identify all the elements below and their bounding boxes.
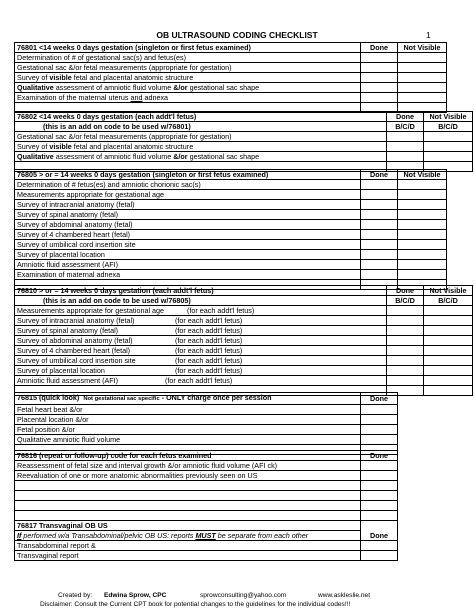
section-76815 xyxy=(14,392,447,455)
disclaimer: Disclaimer: Consult the Current CPT book for potential changes to the guidelines for the individual codes!!! xyxy=(40,601,351,608)
row-label: Gestational sac &/or fetal measurements (appropriate for gestation) xyxy=(15,63,361,73)
section-76802 xyxy=(14,111,473,172)
row-label: Survey of intracranial anatomy (fetal) (for each addt'l fetus) xyxy=(15,316,387,326)
done-cell[interactable] xyxy=(387,142,424,152)
section-header-76802: 76802 <14 weeks 0 days gestation (each addt'l fetus) xyxy=(15,112,387,122)
done-cell[interactable] xyxy=(361,83,398,93)
table-row xyxy=(15,190,447,200)
row-label: Qualitative assessment of amniotic fluid volume &/or gestational sac shape xyxy=(15,83,361,93)
row-label: Determination of # fetus(es) and amniotic chorionic sac(s) xyxy=(15,180,361,190)
not-visible-cell[interactable] xyxy=(424,366,473,376)
page-title: OB ULTRASOUND CODING CHECKLIST xyxy=(156,30,318,40)
table-row xyxy=(15,270,447,280)
not-visible-cell[interactable] xyxy=(424,376,473,386)
not-visible-cell[interactable] xyxy=(398,270,447,280)
done-column-header: Done xyxy=(361,521,398,541)
row-label: Reevaluation of one or more anatomic abnormalities previously seen on US xyxy=(15,471,361,481)
done-cell[interactable] xyxy=(361,53,398,63)
not-visible-cell[interactable] xyxy=(398,240,447,250)
section-header-76810: 76810 > or = 14 weeks 0 days gestation (each addt'l fetus) xyxy=(15,286,387,296)
table-row xyxy=(15,346,473,356)
row-label: Survey of umbilical cord insertion site (for each addt'l fetus) xyxy=(15,356,387,366)
row-label: Survey of 4 chambered heart (fetal) xyxy=(15,230,361,240)
fetus-note: (for each addt'l fetus) xyxy=(165,376,233,385)
done-cell[interactable] xyxy=(387,346,424,356)
row-label: Examination of the maternal uterus and adnexa xyxy=(15,93,361,103)
fetus-note: (for each addt'l fetus) xyxy=(175,316,243,325)
row-label: Survey of 4 chambered heart (fetal) (for each addt'l fetus) xyxy=(15,346,387,356)
table-row xyxy=(15,425,447,435)
done-cell[interactable] xyxy=(387,356,424,366)
section-76801 xyxy=(14,42,447,113)
row-label: Measurements appropriate for gestational age (for each addt'l fetus) xyxy=(15,306,387,316)
fetus-note: (for each addt'l fetus) xyxy=(175,356,243,365)
table-row xyxy=(15,240,447,250)
done-cell[interactable] xyxy=(361,435,398,445)
table-row xyxy=(15,461,447,471)
not-visible-cell[interactable] xyxy=(398,260,447,270)
row-label: Qualitative amniotic fluid volume xyxy=(15,435,361,445)
done-cell[interactable] xyxy=(387,132,424,142)
bcd-column-header: B/C/D xyxy=(387,296,424,306)
row-label: Survey of abdominal anatomy (fetal) xyxy=(15,220,361,230)
fetus-note: (for each addt'l fetus) xyxy=(175,336,243,345)
table-row xyxy=(15,306,473,316)
not-visible-cell[interactable] xyxy=(424,356,473,366)
not-visible-cell[interactable] xyxy=(424,132,473,142)
not-visible-cell[interactable] xyxy=(398,63,447,73)
bcd-column-header: B/C/D xyxy=(424,296,473,306)
section-76816 xyxy=(14,450,447,521)
table-row xyxy=(15,220,447,230)
row-label: Transvaginal report xyxy=(15,551,361,561)
row-label: Fetal heart beat &/or xyxy=(15,405,361,415)
transvaginal-note: If performed w/a Transabdominal/pelvic OB US: reports MUST be separate from each other xyxy=(15,531,361,541)
not-visible-cell[interactable] xyxy=(398,220,447,230)
table-row xyxy=(15,142,473,152)
done-cell[interactable] xyxy=(387,316,424,326)
section-subheader-76810: (this is an add on code to be used w/76805) xyxy=(15,296,387,306)
row-label: Survey of umbilical cord insertion site xyxy=(15,240,361,250)
table-row xyxy=(15,551,447,561)
row-label: Survey of spinal anatomy (fetal) xyxy=(15,210,361,220)
bcd-column-header: B/C/D xyxy=(424,122,473,132)
done-cell[interactable] xyxy=(361,551,398,561)
table-row xyxy=(15,336,473,346)
table-row xyxy=(15,471,447,481)
not-visible-column-header: Not Visible xyxy=(398,43,447,53)
table-row xyxy=(15,93,447,103)
section-header-76817: 76817 Transvaginal OB US xyxy=(15,521,361,531)
not-visible-cell[interactable] xyxy=(398,93,447,103)
row-label: Survey of visible fetal and placental anatomic structure xyxy=(15,142,387,152)
row-label: Survey of placental location xyxy=(15,250,361,260)
created-label: Created by: xyxy=(58,592,93,599)
not-visible-column-header: Not Visible xyxy=(424,112,473,122)
table-row xyxy=(15,230,447,240)
fetus-note: (for each addt'l fetus) xyxy=(175,366,243,375)
page-number: 1 xyxy=(426,30,431,40)
done-cell[interactable] xyxy=(361,260,398,270)
row-label: Fetal position &/or xyxy=(15,425,361,435)
done-cell[interactable] xyxy=(361,93,398,103)
table-row xyxy=(15,83,447,93)
row-label: Survey of intracranial anatomy (fetal) xyxy=(15,200,361,210)
table-row xyxy=(15,180,447,190)
not-visible-cell[interactable] xyxy=(398,73,447,83)
done-cell[interactable] xyxy=(387,336,424,346)
done-cell[interactable] xyxy=(361,425,398,435)
done-cell[interactable] xyxy=(361,240,398,250)
row-label: Gestational sac &/or fetal measurements (appropriate for gestation) xyxy=(15,132,387,142)
table-row xyxy=(15,53,447,63)
done-cell[interactable] xyxy=(361,270,398,280)
bcd-column-header: B/C/D xyxy=(387,122,424,132)
table-row xyxy=(15,415,447,425)
not-visible-cell[interactable] xyxy=(398,53,447,63)
row-label: Survey of visible fetal and placental anatomic structure xyxy=(15,73,361,83)
not-visible-cell[interactable] xyxy=(398,200,447,210)
section-header-76801: 76801 <14 weeks 0 days gestation (singleton or first fetus examined) xyxy=(15,43,361,53)
row-label: Examination of maternal adnexa xyxy=(15,270,361,280)
done-cell[interactable] xyxy=(361,405,398,415)
not-visible-cell[interactable] xyxy=(398,190,447,200)
not-visible-cell[interactable] xyxy=(424,142,473,152)
done-cell[interactable] xyxy=(361,73,398,83)
row-label: Amniotic fluid assessment (AFI) (for each addt'l fetus) xyxy=(15,376,387,386)
done-cell[interactable] xyxy=(361,190,398,200)
not-visible-cell[interactable] xyxy=(424,336,473,346)
not-visible-column-header: Not Visible xyxy=(424,286,473,296)
fetus-note: (for each addt'l fetus) xyxy=(175,326,243,335)
table-row xyxy=(15,210,447,220)
done-cell[interactable] xyxy=(387,326,424,336)
not-visible-cell[interactable] xyxy=(424,316,473,326)
not-visible-cell[interactable] xyxy=(424,346,473,356)
row-label: Transabdominal report & xyxy=(15,541,361,551)
row-label: Placental location &/or xyxy=(15,415,361,425)
table-row xyxy=(15,250,447,260)
row-label: Qualitative assessment of amniotic fluid volume &/or gestational sac shape xyxy=(15,152,387,162)
not-visible-cell[interactable] xyxy=(398,250,447,260)
table-row xyxy=(15,152,473,162)
done-cell[interactable] xyxy=(387,306,424,316)
not-visible-column-header: Not Visible xyxy=(398,170,447,180)
table-row xyxy=(15,316,473,326)
fetus-note: (for each addt'l fetus) xyxy=(175,346,243,355)
done-column-header: Done xyxy=(361,170,398,180)
row-label: Measurements appropriate for gestational age xyxy=(15,190,361,200)
done-cell[interactable] xyxy=(361,220,398,230)
email-link[interactable]: sprowconsulting@yahoo.com xyxy=(200,592,287,599)
table-row xyxy=(15,200,447,210)
table-row xyxy=(15,376,473,386)
not-visible-cell[interactable] xyxy=(424,152,473,162)
table-row xyxy=(15,73,447,83)
done-cell[interactable] xyxy=(361,250,398,260)
row-label: Determination of # of gestational sac(s) and fetus(es) xyxy=(15,53,361,63)
done-cell[interactable] xyxy=(361,471,398,481)
done-column-header: Done xyxy=(361,393,398,405)
done-cell[interactable] xyxy=(387,152,424,162)
not-visible-cell[interactable] xyxy=(398,230,447,240)
row-label: Survey of abdominal anatomy (fetal) (for each addt'l fetus) xyxy=(15,336,387,346)
done-cell[interactable] xyxy=(361,63,398,73)
done-cell[interactable] xyxy=(361,210,398,220)
done-cell[interactable] xyxy=(361,230,398,240)
done-column-header: Done xyxy=(361,451,398,461)
table-row xyxy=(15,132,473,142)
done-cell[interactable] xyxy=(361,415,398,425)
section-header-76816: 76816 (repeat or follow-up) code for each fetus examined xyxy=(15,451,361,461)
done-cell[interactable] xyxy=(361,461,398,471)
not-visible-cell[interactable] xyxy=(424,326,473,336)
section-header-76815: 76815 (quick look) Not gestational sac specific - ONLY charge once per session xyxy=(15,393,361,405)
table-row xyxy=(15,63,447,73)
not-visible-cell[interactable] xyxy=(398,180,447,190)
table-row xyxy=(15,541,447,551)
not-visible-cell[interactable] xyxy=(398,83,447,93)
not-visible-cell[interactable] xyxy=(398,210,447,220)
website-link[interactable]: www.askleslie.net xyxy=(318,592,371,599)
section-76805 xyxy=(14,169,447,290)
row-label: Survey of placental location (for each addt'l fetus) xyxy=(15,366,387,376)
section-76817 xyxy=(14,520,447,561)
fetus-note: (for each addt'l fetus) xyxy=(187,306,255,315)
row-label: Survey of spinal anatomy (fetal) (for each addt'l fetus) xyxy=(15,326,387,336)
done-column-header: Done xyxy=(387,286,424,296)
done-cell[interactable] xyxy=(361,541,398,551)
done-cell[interactable] xyxy=(361,180,398,190)
section-76810 xyxy=(14,285,473,396)
author-name: Edwina Sprow, CPC xyxy=(104,592,167,599)
done-cell[interactable] xyxy=(387,366,424,376)
table-row xyxy=(15,366,473,376)
table-row xyxy=(15,405,447,415)
section-subheader-76802: (this is an add on code to be used w/76801) xyxy=(15,122,387,132)
done-cell[interactable] xyxy=(387,376,424,386)
done-cell[interactable] xyxy=(361,200,398,210)
table-row xyxy=(15,356,473,366)
not-visible-cell[interactable] xyxy=(424,306,473,316)
section-header-76805: 76805 > or = 14 weeks 0 days gestation (singleton or first fetus examined) xyxy=(15,170,361,180)
done-column-header: Done xyxy=(361,43,398,53)
row-label: Reassessment of fetal size and interval growth &/or amniotic fluid volume (AFI ck) xyxy=(15,461,361,471)
row-label: Amniotic fluid assessment (AFI) xyxy=(15,260,361,270)
table-row xyxy=(15,260,447,270)
table-row xyxy=(15,326,473,336)
table-row xyxy=(15,435,447,445)
done-column-header: Done xyxy=(387,112,424,122)
